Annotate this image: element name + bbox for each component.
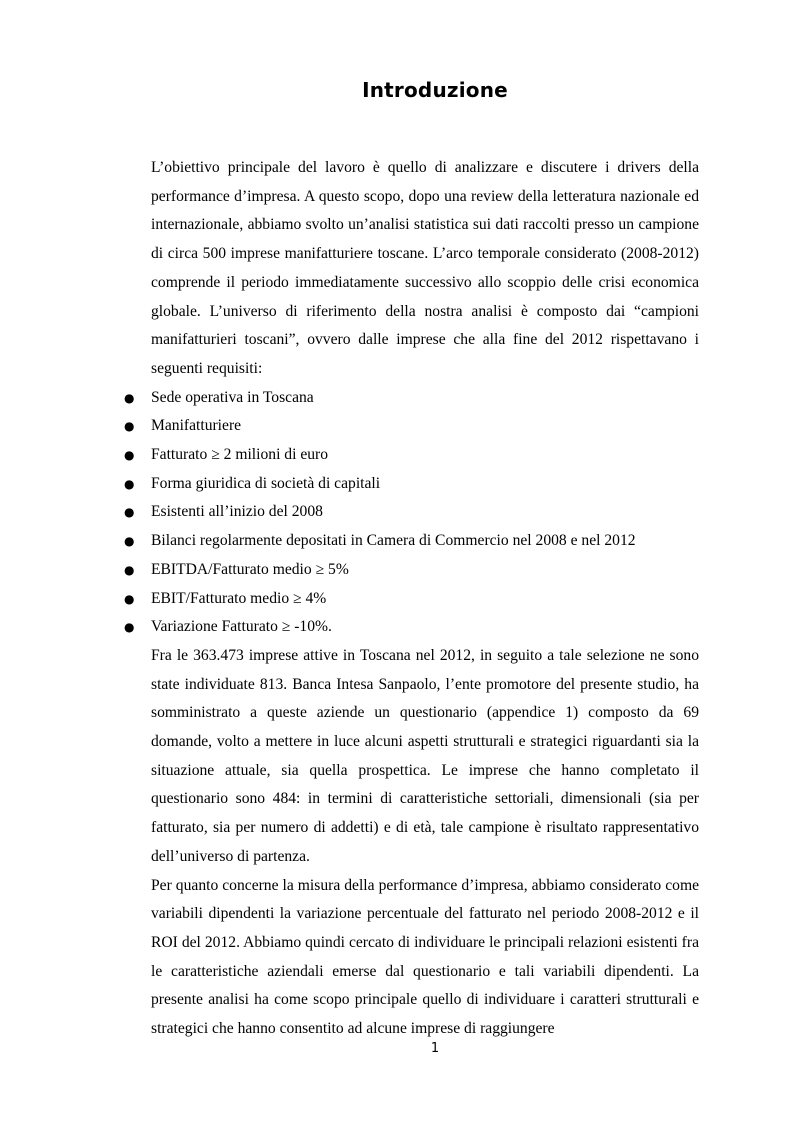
page-number: 1 — [430, 1041, 440, 1056]
list-item — [124, 441, 699, 470]
page-title: Introduzione — [362, 78, 508, 102]
bullet-icon: ● — [124, 419, 135, 434]
intro-paragraph: L’obiettivo principale del lavoro è quello di analizzare e discutere i drivers della performance d’impresa. A questo scopo, dopo una review della letteratura nazionale ed internazionale, abbiamo svolto un’analisi statistica sui dati raccolti presso un campione di circa 500 imprese manifatturiere toscane. L’arco temporale considerato (2008-2012) comprende il periodo immediatamente successivo allo scoppio delle crisi economica globale. L’universo di riferimento della nostra analisi è composto dai “campioni manifatturieri toscani”, ovvero dalle imprese che alla fine del 2012 rispettavano i seguenti requisiti: — [151, 159, 699, 377]
list-item — [124, 412, 699, 441]
list-item-text: Bilanci regolarmente depositati in Camera di Commercio nel 2008 e nel 2012 — [151, 532, 636, 550]
bullet-icon: ● — [124, 505, 135, 520]
body-text — [124, 154, 699, 1044]
bullet-icon: ● — [124, 591, 135, 606]
list-item-text: EBIT/Fatturato medio ≥ 4% — [151, 589, 327, 607]
list-item-text: Sede operativa in Toscana — [151, 388, 314, 406]
list-item-text: Forma giuridica di società di capitali — [151, 474, 381, 492]
list-item — [124, 556, 699, 585]
bullet-icon: ● — [124, 534, 135, 549]
list-item-text: Manifatturiere — [151, 417, 242, 435]
list-item — [124, 384, 699, 413]
bullet-icon: ● — [124, 448, 135, 463]
requirements-list — [124, 384, 699, 642]
list-item — [124, 527, 699, 556]
list-item-text: Fatturato ≥ 2 milioni di euro — [151, 446, 329, 464]
list-item — [124, 585, 699, 614]
selection-paragraph: Fra le 363.473 imprese attive in Toscana nel 2012, in seguito a tale selezione ne sono state individuate 813. Banca Intesa Sanpaolo, l’ente promotore del presente studio, ha somministrato a queste aziende un questionario (appendice 1) composto da 69 domande, volto a mettere in luce alcuni aspetti strutturali e strategici riguardanti sia la situazione attuale, sia quella prospettica. Le imprese che hanno completato il questionario sono 484: in termini di caratteristiche settoriali, dimensionali (sia per fatturato, sia per numero di addetti) e di età, tale campione è risultato rappresentativo dell’universo di partenza. — [151, 646, 699, 865]
list-item-text: Esistenti all’inizio del 2008 — [151, 503, 323, 521]
list-item — [124, 613, 699, 642]
list-item — [124, 470, 699, 499]
list-item-text: Variazione Fatturato ≥ -10%. — [151, 618, 332, 636]
bullet-icon: ● — [124, 620, 135, 635]
list-item — [124, 498, 699, 527]
bullet-icon: ● — [124, 476, 135, 491]
bullet-icon: ● — [124, 390, 135, 405]
bullet-icon: ● — [124, 562, 135, 577]
list-item-text: EBITDA/Fatturato medio ≥ 5% — [151, 560, 349, 578]
performance-paragraph: Per quanto concerne la misura della performance d’impresa, abbiamo considerato come variabili dipendenti la variazione percentuale del fatturato nel periodo 2008-2012 e il ROI del 2012. Abbiamo quindi cercato di individuare le principali relazioni esistenti fra le caratteristiche aziendali emerse dal questionario e tali variabili dipendenti. La presente analisi ha come scopo principale quello di individuare i caratteri strutturali e strategici che hanno consentito ad alcune imprese di raggiungere — [151, 876, 699, 1038]
